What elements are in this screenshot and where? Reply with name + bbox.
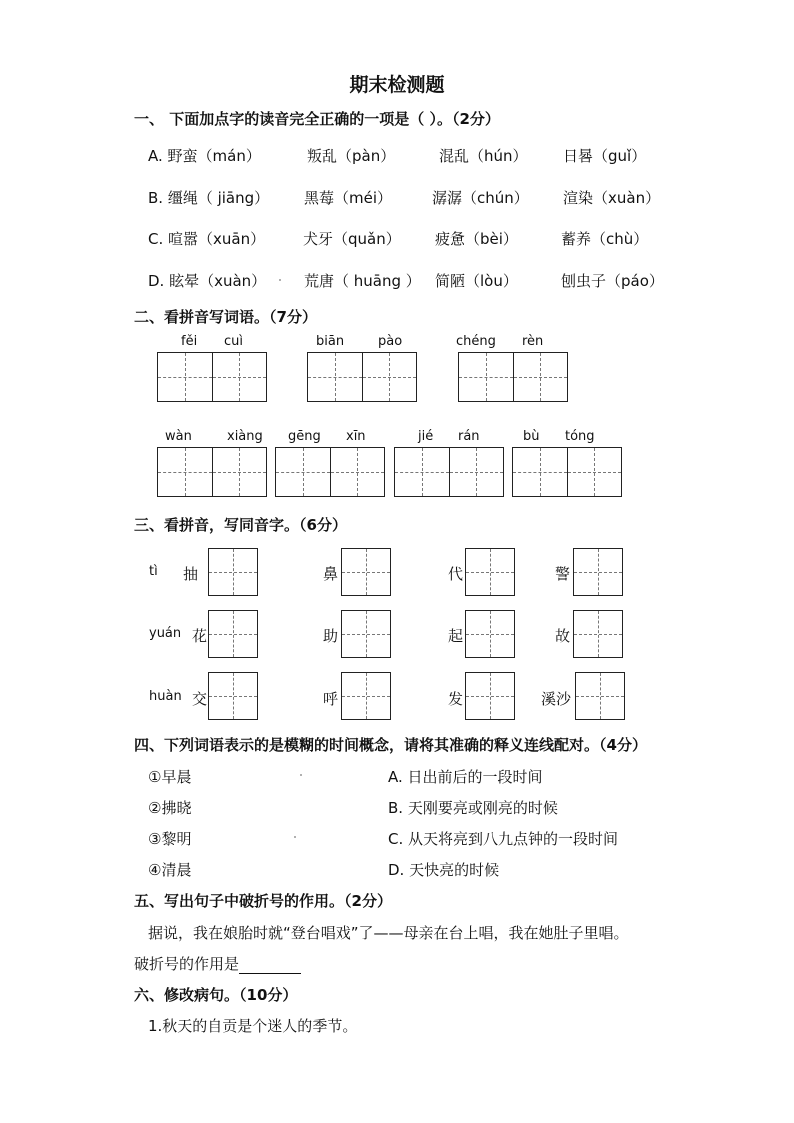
q1-option-a-4: 日晷（guǐ） bbox=[563, 147, 647, 165]
pinyin-label: biān bbox=[316, 334, 345, 349]
char-box[interactable] bbox=[465, 672, 515, 720]
term-item[interactable]: ②拂晓 bbox=[148, 799, 192, 817]
word-prefix: 鼻 bbox=[323, 565, 339, 583]
word-prefix: 警 bbox=[555, 565, 571, 583]
q1-option-d-1: D. 眩晕（xuàn） bbox=[148, 272, 267, 290]
pinyin-label: rán bbox=[458, 429, 480, 444]
pinyin-label: wàn bbox=[165, 429, 192, 444]
pinyin-label: jié bbox=[418, 429, 434, 444]
word-prefix: 代 bbox=[448, 565, 464, 583]
pinyin-label: tóng bbox=[565, 429, 595, 444]
q3-heading: 三、看拼音，写同音字。（6分） bbox=[134, 516, 347, 534]
term-item[interactable]: ①早晨 bbox=[148, 768, 192, 786]
char-box[interactable] bbox=[573, 548, 623, 596]
pinyin-label: yuán bbox=[149, 626, 182, 641]
q1-option-d-2: 荒唐（ huāng ） bbox=[304, 272, 421, 290]
q1-option-c-3: 疲惫（bèi） bbox=[435, 230, 518, 248]
writing-grid[interactable] bbox=[512, 447, 622, 497]
q1-option-a-1: A. 野蛮（mán） bbox=[148, 147, 261, 165]
definition-item[interactable]: C. 从天将亮到八九点钟的一段时间 bbox=[388, 830, 619, 848]
pinyin-label: gēng bbox=[288, 429, 321, 444]
q1-option-a-2: 叛乱（pàn） bbox=[307, 147, 396, 165]
pinyin-label: rèn bbox=[522, 334, 544, 349]
q5-answer-line bbox=[134, 953, 301, 974]
writing-grid[interactable] bbox=[458, 352, 568, 402]
q1-option-c-2: 犬牙（quǎn） bbox=[303, 230, 401, 248]
word-prefix: 花 bbox=[192, 627, 208, 645]
char-box[interactable] bbox=[573, 610, 623, 658]
char-box[interactable] bbox=[465, 548, 515, 596]
pinyin-label: pào bbox=[378, 334, 403, 349]
char-box[interactable] bbox=[208, 610, 258, 658]
pinyin-label: chéng bbox=[456, 334, 496, 349]
pinyin-label: tì bbox=[149, 564, 158, 579]
q1-option-b-3: 潺潺（chún） bbox=[432, 189, 529, 207]
q2-heading: 二、看拼音写词语。（7分） bbox=[134, 308, 317, 326]
q1-option-b-2: 黑莓（méi） bbox=[304, 189, 393, 207]
char-box[interactable] bbox=[208, 672, 258, 720]
char-box[interactable] bbox=[465, 610, 515, 658]
definition-item[interactable]: A. 日出前后的一段时间 bbox=[388, 768, 543, 786]
pinyin-label: cuì bbox=[224, 334, 243, 349]
word-prefix: 起 bbox=[448, 627, 464, 645]
writing-grid[interactable] bbox=[307, 352, 417, 402]
term-item[interactable]: ③黎明 bbox=[148, 830, 192, 848]
word-prefix: 发 bbox=[448, 690, 464, 708]
word-prefix: 抽 bbox=[183, 565, 199, 583]
word-prefix: 故 bbox=[555, 627, 571, 645]
q1-option-d-4: 刨虫子（páo） bbox=[561, 272, 664, 290]
q5-sentence: 据说，我在娘胎时就“登台唱戏”了——母亲在台上唱，我在她肚子里唱。 bbox=[148, 924, 629, 942]
char-box[interactable] bbox=[208, 548, 258, 596]
q6-item: 1.秋天的自贡是个迷人的季节。 bbox=[148, 1017, 358, 1035]
word-prefix: 交 bbox=[192, 690, 208, 708]
pinyin-label: huàn bbox=[149, 689, 182, 704]
pinyin-label: bù bbox=[523, 429, 540, 444]
word-prefix: 助 bbox=[323, 627, 339, 645]
page-title: 期末检测题 bbox=[349, 74, 445, 96]
term-item[interactable]: ④清晨 bbox=[148, 861, 192, 879]
q4-heading: 四、下列词语表示的是模糊的时间概念，请将其准确的释义连线配对。（4分） bbox=[134, 736, 647, 754]
q1-option-d-3: 简陋（lòu） bbox=[435, 272, 518, 290]
q6-heading: 六、修改病句。（10分） bbox=[134, 986, 298, 1004]
definition-item[interactable]: D. 天快亮的时候 bbox=[388, 861, 500, 879]
stray-dot bbox=[279, 279, 281, 281]
stray-dot bbox=[300, 774, 302, 776]
char-box[interactable] bbox=[341, 548, 391, 596]
q5-heading: 五、写出句子中破折号的作用。（2分） bbox=[134, 892, 392, 910]
q5-answer-label: 破折号的作用是 bbox=[134, 955, 240, 973]
pinyin-label: fěi bbox=[181, 334, 198, 349]
char-box[interactable] bbox=[341, 610, 391, 658]
q1-option-a-3: 混乱（hún） bbox=[439, 147, 528, 165]
writing-grid[interactable] bbox=[157, 352, 267, 402]
q1-option-c-1: C. 喧嚣（xuān） bbox=[148, 230, 266, 248]
writing-grid[interactable] bbox=[394, 447, 504, 497]
answer-blank[interactable] bbox=[239, 959, 301, 974]
q1-option-c-4: 蓄养（chù） bbox=[561, 230, 649, 248]
word-prefix: 溪沙 bbox=[541, 690, 572, 708]
stray-dot bbox=[294, 836, 296, 838]
writing-grid[interactable] bbox=[157, 447, 267, 497]
pinyin-label: xiàng bbox=[227, 429, 263, 444]
word-prefix: 呼 bbox=[323, 690, 339, 708]
pinyin-label: xīn bbox=[346, 429, 366, 444]
char-box[interactable] bbox=[341, 672, 391, 720]
q1-heading: 一、 下面加点字的读音完全正确的一项是（ ）。（2分） bbox=[134, 110, 500, 128]
char-box[interactable] bbox=[575, 672, 625, 720]
q1-option-b-1: B. 缰绳（ jiāng） bbox=[148, 189, 270, 207]
definition-item[interactable]: B. 天刚要亮或刚亮的时候 bbox=[388, 799, 558, 817]
q1-option-b-4: 渲染（xuàn） bbox=[563, 189, 661, 207]
writing-grid[interactable] bbox=[275, 447, 385, 497]
